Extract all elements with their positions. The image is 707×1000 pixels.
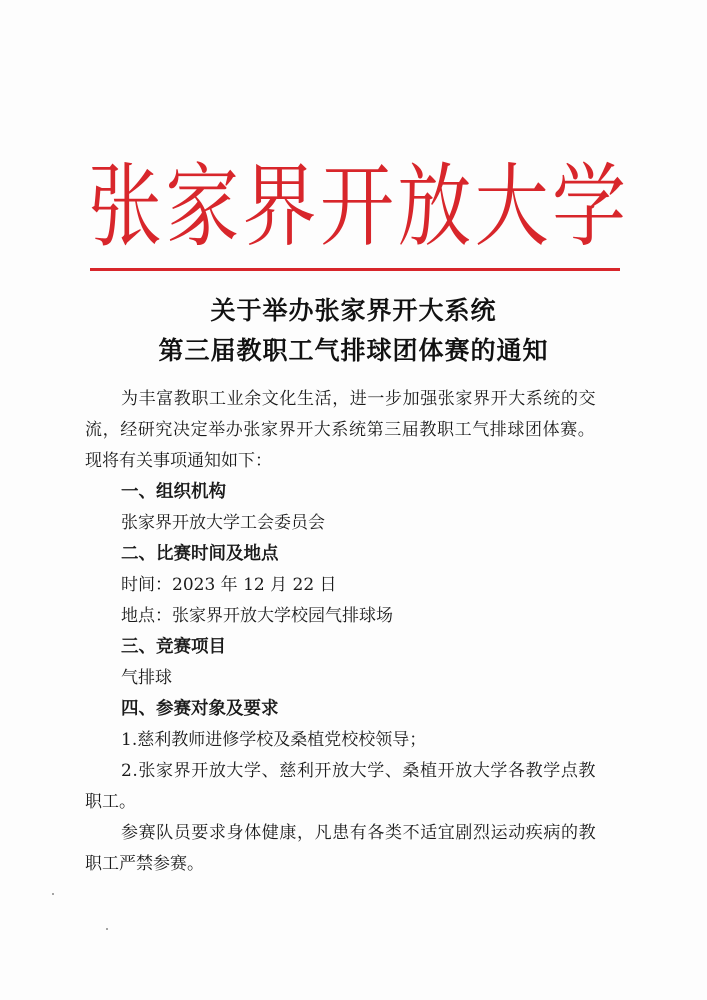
organization-text: 张家界开放大学工会委员会 [121,513,325,533]
participant-item-2-line-2: 职工。 [85,792,136,812]
scan-speck [52,893,54,895]
requirement-line-2: 职工严禁参赛。 [85,854,204,874]
intro-line-1: 为丰富教职工业余文化生活，进一步加强张家界开大系统的交 [121,389,597,409]
event-item-text: 气排球 [121,668,172,688]
intro-line-3: 现将有关事项通知如下： [85,451,272,471]
masthead-char: 放 [397,154,472,260]
section-heading-organization: 一、组织机构 [121,482,226,502]
masthead-char: 界 [242,154,317,260]
section-heading-event: 三、竞赛项目 [121,637,226,657]
masthead-title [88,140,624,274]
document-body [85,384,645,880]
masthead-char: 家 [165,154,240,260]
event-time: 时间：2023 年 12 月 22 日 [121,575,337,595]
event-place: 地点：张家界开放大学校园气排球场 [121,606,393,626]
masthead-divider [90,268,620,271]
masthead-char: 开 [319,154,394,260]
masthead-char: 张 [88,154,162,260]
requirement-line-1: 参赛队员要求身体健康，凡患有各类不适宜剧烈运动疾病的教 [121,823,597,843]
masthead-char: 学 [551,154,626,260]
section-heading-time-place: 二、比赛时间及地点 [121,544,279,564]
participant-item-1: 1.慈利教师进修学校及桑植党校校领导； [121,730,427,750]
document-title-line-1: 关于举办张家界开大系统 [210,296,497,325]
participant-item-2-line-1: 2.张家界开放大学、慈利开放大学、桑植开放大学各教学点教 [121,761,597,781]
intro-line-2: 流，经研究决定举办张家界开大系统第三届教职工气排球团体赛。 [85,420,596,440]
masthead-char: 大 [474,154,549,260]
section-heading-participants: 四、参赛对象及要求 [121,699,279,719]
scan-speck [106,928,108,930]
document-title-line-2: 第三届教职工气排球团体赛的通知 [158,336,549,365]
